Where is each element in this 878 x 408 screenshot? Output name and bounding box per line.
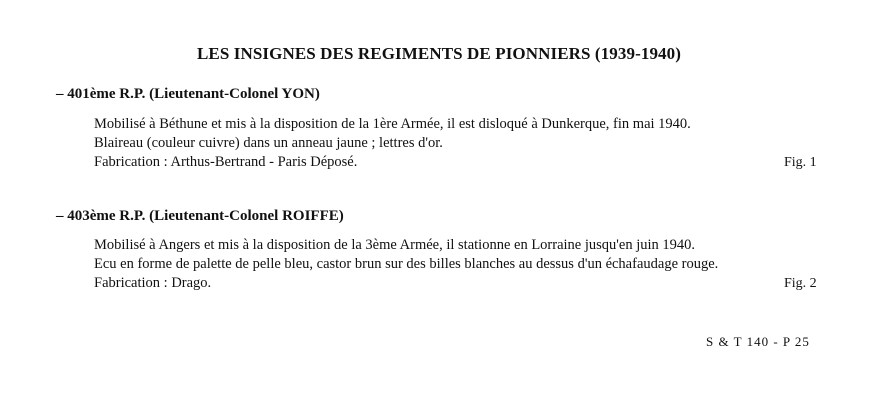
- page-title: LES INSIGNES DES REGIMENTS DE PIONNIERS (1939-1940): [196, 44, 682, 63]
- section-403-line-1: Mobilisé à Angers et mis à la disposition de la 3ème Armée, il stationne en Lorraine jusqu'en juin 1940.: [94, 237, 696, 253]
- section-401-line-2: Blaireau (couleur cuivre) dans un anneau jaune ; lettres d'or.: [94, 135, 443, 151]
- figure-reference-1: Fig. 1: [784, 155, 817, 170]
- section-heading-403: – 403ème R.P. (Lieutenant-Colonel ROIFFE): [56, 208, 344, 224]
- section-heading-401: – 401ème R.P. (Lieutenant-Colonel YON): [56, 86, 320, 102]
- page-footer: S & T 140 - P 25: [706, 334, 810, 349]
- section-401-line-3: Fabrication : Arthus-Bertrand - Paris Déposé.: [94, 154, 358, 170]
- section-401-line-1: Mobilisé à Béthune et mis à la disposition de la 1ère Armée, il est disloqué à Dunkerque, fin mai 1940.: [94, 116, 691, 132]
- figure-reference-2: Fig. 2: [784, 276, 817, 291]
- section-403-line-2: Ecu en forme de palette de pelle bleu, castor brun sur des billes blanches au dessus d'un échafaudage rouge.: [94, 256, 719, 272]
- section-403-line-3: Fabrication : Drago.: [94, 275, 212, 291]
